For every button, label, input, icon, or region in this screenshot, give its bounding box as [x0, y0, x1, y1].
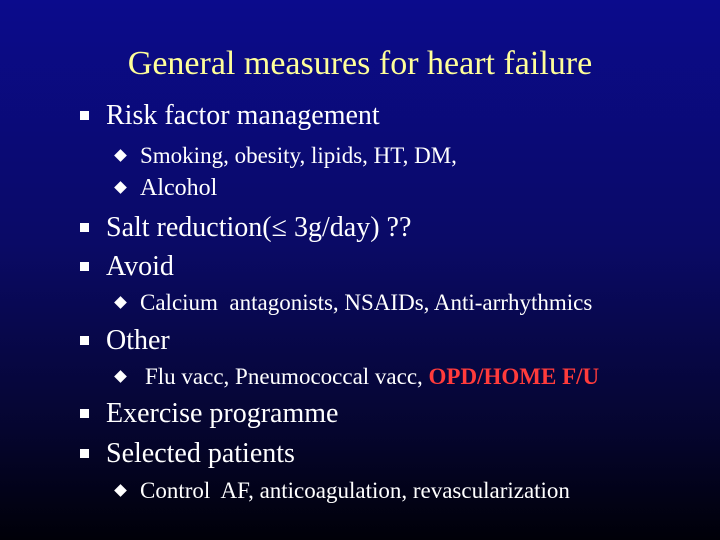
sub-bullet-text: Smoking, obesity, lipids, HT, DM,: [140, 143, 457, 168]
square-bullet-icon: [80, 336, 89, 345]
sub-bullet-text: Control AF, anticoagulation, revascularization: [140, 478, 570, 503]
sub-bullet-text: Alcohol: [140, 175, 218, 201]
square-bullet-icon: [80, 111, 89, 120]
diamond-bullet-icon: [114, 149, 127, 162]
square-bullet-icon: [80, 262, 89, 271]
sub-bullet-text: Calcium antagonists, NSAIDs, Anti-arrhythmics: [140, 290, 593, 315]
sub-bullet-text: Flu vacc, Pneumococcal vacc,: [145, 364, 423, 389]
sub-bullet-text-group: [145, 363, 599, 391]
bullet-text: Salt reduction(≤ 3g/day) ??: [106, 212, 412, 243]
diamond-bullet-icon: [114, 296, 127, 309]
diamond-bullet-icon: [114, 484, 127, 497]
diamond-bullet-icon: [114, 181, 127, 194]
diamond-bullet-icon: [114, 370, 127, 383]
bullet-text: Exercise programme: [106, 398, 339, 429]
highlight-text: OPD/HOME F/U: [428, 364, 600, 389]
bullet-text: Selected patients: [106, 438, 295, 469]
bullet-text: Risk factor management: [106, 100, 380, 131]
square-bullet-icon: [80, 449, 89, 458]
bullet-text: Other: [106, 325, 170, 356]
square-bullet-icon: [80, 223, 89, 232]
square-bullet-icon: [80, 409, 89, 418]
bullet-text: Avoid: [106, 251, 174, 282]
slide-title: General measures for heart failure: [127, 45, 593, 82]
